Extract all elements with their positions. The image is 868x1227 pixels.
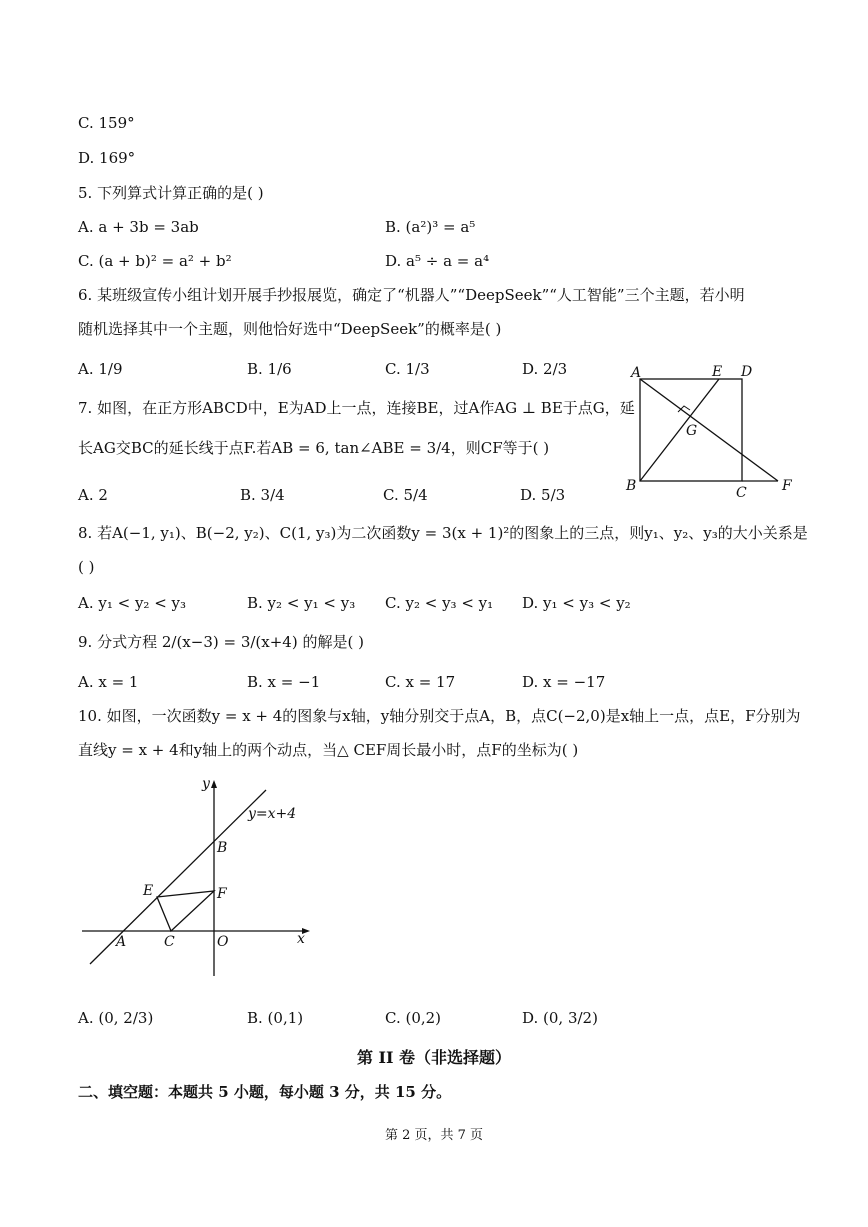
q5-option-a: A. a + 3b = 3ab xyxy=(78,218,199,236)
q8-option-a: A. y₁ < y₂ < y₃ xyxy=(78,594,187,612)
label-f: F xyxy=(217,886,227,902)
q10-graph-figure xyxy=(78,770,318,980)
q5-option-d: D. a⁵ ÷ a = a⁴ xyxy=(385,252,490,270)
q10-option-b: B. (0,1) xyxy=(247,1009,304,1027)
page-footer: 第 2 页，共 7 页 xyxy=(384,1128,484,1143)
section-2-title: 第 II 卷（非选择题） xyxy=(356,1048,512,1067)
q9-stem: 9. 分式方程 2/(x−3) = 3/(x+4) 的解是( ) xyxy=(78,633,364,651)
label-e: E xyxy=(712,364,723,380)
label-d: D xyxy=(741,364,753,380)
label-a: A xyxy=(116,934,127,950)
q7-stem-line1: 7. 如图，在正方形ABCD中，E为AD上一点，连接BE，过A作AG ⊥ BE于点G，延 xyxy=(78,399,635,417)
label-c: C xyxy=(164,934,175,950)
label-e: E xyxy=(143,883,154,899)
q7-option-b: B. 3/4 xyxy=(240,486,285,504)
q8-stem-line1: 8. 若A(−1, y₁)、B(−2, y₂)、C(1, y₃)为二次函数y = 3(x + 1)²的图象上的三点，则y₁、y₂、y₃的大小关系是 xyxy=(78,524,808,542)
q9-option-a: A. x = 1 xyxy=(78,673,139,691)
q10-option-a: A. (0, 2/3) xyxy=(78,1009,154,1027)
q7-stem-line2: 长AG交BC的延长线于点F.若AB = 6, tan∠ABE = 3/4，则CF等于( ) xyxy=(78,439,550,457)
q10-stem-line2: 直线y = x + 4和y轴上的两个动点，当△ CEF周长最小时，点F的坐标为( ) xyxy=(78,741,579,759)
q7-option-a: A. 2 xyxy=(78,486,108,504)
q6-stem-line2: 随机选择其中一个主题，则他恰好选中“DeepSeek”的概率是( ) xyxy=(78,320,502,338)
q9-option-d: D. x = −17 xyxy=(522,673,606,691)
q6-option-a: A. 1/9 xyxy=(78,360,123,378)
y-axis-arrow xyxy=(211,780,217,788)
q8-stem-line2: ( ) xyxy=(78,558,95,576)
segment-af xyxy=(640,379,778,481)
q8-option-b: B. y₂ < y₁ < y₃ xyxy=(247,594,356,612)
q8-option-d: D. y₁ < y₃ < y₂ xyxy=(522,594,631,612)
q6-stem-line1: 6. 某班级宣传小组计划开展手抄报展览，确定了“机器人”“DeepSeek”“人工智能”三个主题，若小明 xyxy=(78,286,745,304)
q10-option-c: C. (0,2) xyxy=(385,1009,442,1027)
q10-stem-line1: 10. 如图，一次函数y = x + 4的图象与x轴，y轴分别交于点A，B，点C(−2,0)是x轴上一点，点E，F分别为 xyxy=(78,707,801,725)
q7-option-c: C. 5/4 xyxy=(383,486,428,504)
label-c: C xyxy=(736,485,747,500)
section-2-heading: 二、填空题：本题共 5 小题，每小题 3 分，共 15 分。 xyxy=(78,1083,452,1101)
q5-option-c: C. (a + b)² = a² + b² xyxy=(78,252,232,270)
q7-square-figure xyxy=(618,360,808,500)
label-y: y xyxy=(202,776,210,792)
label-line-equation: y=x+4 xyxy=(248,806,297,822)
q8-option-c: C. y₂ < y₃ < y₁ xyxy=(385,594,494,612)
segment-be xyxy=(640,379,719,481)
q7-option-d: D. 5/3 xyxy=(520,486,566,504)
q5-stem: 5. 下列算式计算正确的是( ) xyxy=(78,184,264,202)
q6-option-c: C. 1/3 xyxy=(385,360,430,378)
q4-option-d: D. 169° xyxy=(78,149,136,167)
label-a: A xyxy=(631,365,642,381)
q4-option-c: C. 159° xyxy=(78,114,135,132)
q9-option-c: C. x = 17 xyxy=(385,673,456,691)
q6-option-b: B. 1/6 xyxy=(247,360,292,378)
label-b: B xyxy=(217,840,228,856)
q5-option-b: B. (a²)³ = a⁵ xyxy=(385,218,476,236)
label-b: B xyxy=(626,478,637,494)
label-x: x xyxy=(297,931,305,947)
q6-option-d: D. 2/3 xyxy=(522,360,568,378)
triangle-cef xyxy=(157,891,214,931)
q10-option-d: D. (0, 3/2) xyxy=(522,1009,598,1027)
q9-option-b: B. x = −1 xyxy=(247,673,321,691)
label-o: O xyxy=(217,934,229,950)
label-f: F xyxy=(782,478,792,494)
label-g: G xyxy=(686,423,698,439)
